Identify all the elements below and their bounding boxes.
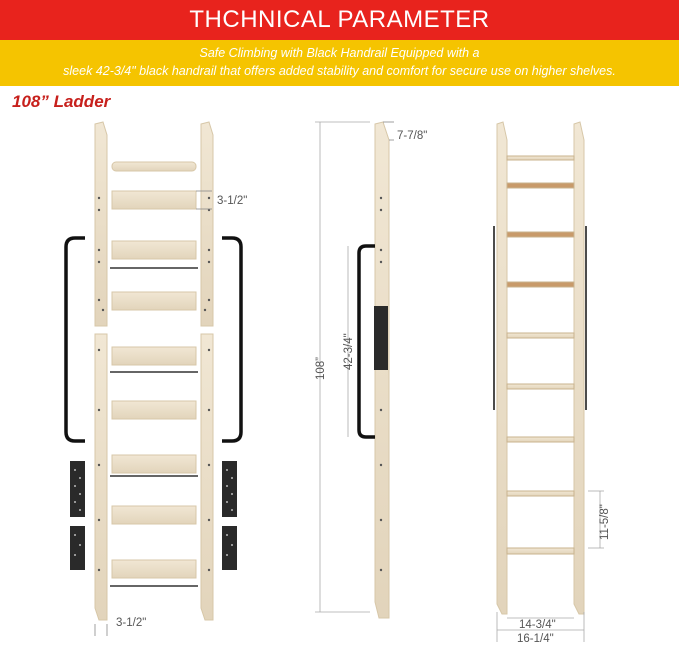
side-view [315, 122, 427, 618]
front-view [494, 122, 611, 645]
inner-width-label: 14-3/4" [519, 619, 556, 631]
left-handrail [66, 238, 85, 441]
outer-width-label: 16-1/4" [517, 633, 554, 645]
bracket-right-upper [222, 461, 237, 517]
top-offset-label: 7-7/8" [397, 130, 428, 142]
right-rail-lower [201, 334, 213, 620]
subtitle-line-1: Safe Climbing with Black Handrail Equipped with a [199, 46, 480, 60]
rung-height-label: 3-1/2" [217, 195, 248, 207]
top-round-rung [112, 162, 196, 171]
right-rail-upper [201, 122, 213, 326]
right-handrail [222, 238, 241, 441]
bracket-right-lower [222, 526, 237, 570]
ladder-heading: 108” Ladder [12, 92, 111, 111]
front-left-rail [497, 122, 507, 614]
bracket-left-upper [70, 461, 85, 517]
side-handrail [359, 246, 375, 437]
banner-title: THCHNICAL PARAMETER [189, 6, 490, 33]
exploded-view [66, 122, 247, 636]
front-right-rail [574, 122, 584, 614]
subtitle-line-2: sleek 42-3/4" black handrail that offers added stability and comfort for secure use on higher shelves. [63, 64, 616, 78]
rail-width-label: 3-1/2" [116, 617, 147, 629]
left-rail-lower [95, 334, 107, 620]
total-height-label: 108” [315, 356, 327, 380]
side-bracket [374, 306, 388, 370]
left-rail-upper [95, 122, 107, 326]
bracket-left-lower [70, 526, 85, 570]
handrail-length-label: 42-3/4" [343, 333, 355, 370]
rung-spacing-label: 11-5/8" [599, 504, 611, 540]
